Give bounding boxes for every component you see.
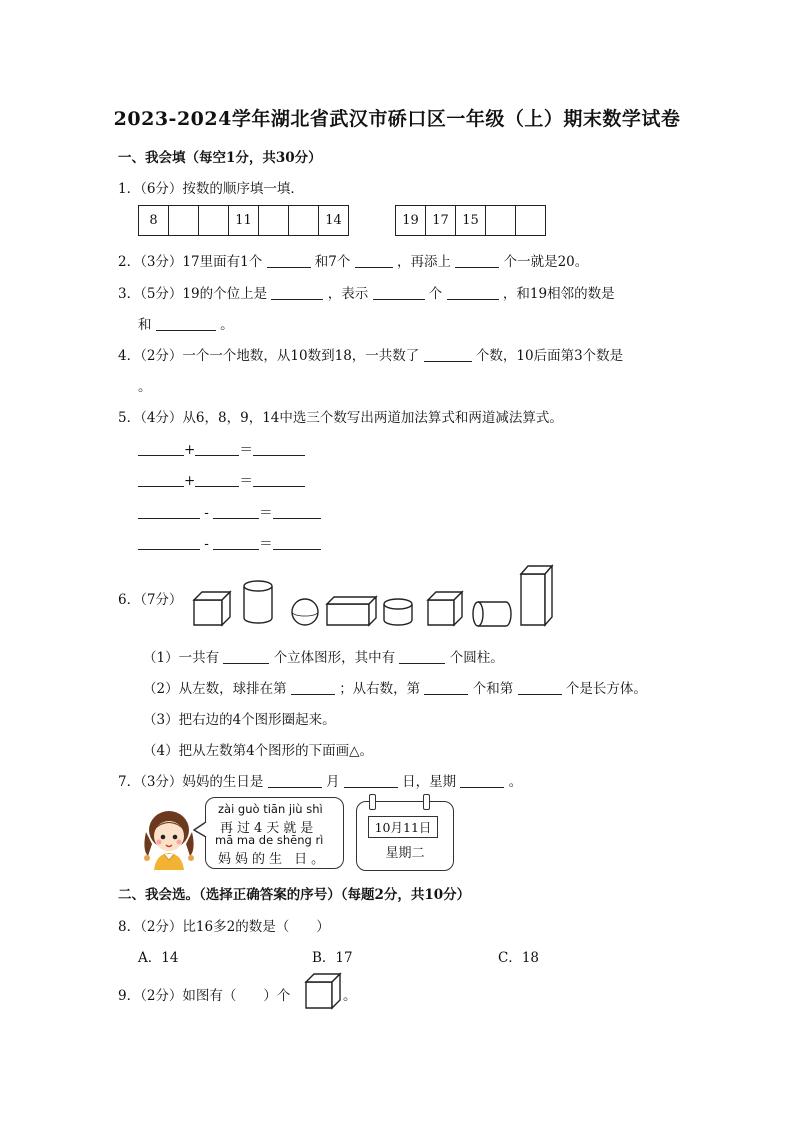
equals-sign: ＝ — [239, 473, 253, 489]
answer-blank[interactable] — [138, 472, 184, 487]
answer-blank[interactable] — [268, 773, 322, 788]
cylinder-shape — [384, 599, 412, 625]
answer-blank[interactable] — [460, 773, 504, 788]
q5-subtraction-1 — [138, 501, 321, 521]
q3-line2 — [138, 313, 234, 333]
answer-blank[interactable] — [138, 535, 200, 550]
q6-s2-text: 个是长方体。 — [565, 681, 647, 697]
plus-sign: + — [184, 473, 196, 489]
seq-cell[interactable] — [486, 206, 516, 235]
q7-line — [118, 770, 522, 790]
answer-blank[interactable] — [195, 441, 239, 456]
answer-blank[interactable] — [223, 649, 269, 664]
q4-text-b: 个数，10后面第3个数是 — [475, 348, 624, 364]
q2-line — [118, 250, 588, 270]
answer-blank[interactable] — [213, 535, 259, 550]
q1-text: 1．（6分）按数的顺序填一填． — [118, 181, 304, 197]
q6-sub2 — [143, 677, 647, 697]
q8-text: 8．（2分）比16多2的数是（ ） — [118, 919, 330, 935]
calendar-ring-icon — [423, 794, 430, 810]
answer-blank[interactable] — [138, 504, 200, 519]
answer-blank[interactable] — [373, 285, 425, 300]
calendar-weekday: 星期二 — [385, 846, 425, 861]
q9-line — [118, 984, 290, 1004]
seq-cell: 15 — [456, 206, 486, 235]
q6-s2-text: 个和第 — [472, 681, 514, 697]
q4-line2: 。 — [138, 379, 152, 395]
equals-sign: ＝ — [259, 505, 273, 521]
answer-blank[interactable] — [455, 253, 499, 268]
section2-heading: 二、我会选。（选择正确答案的序号）（每题2分，共10分） — [118, 887, 471, 903]
answer-blank[interactable] — [344, 773, 398, 788]
answer-blank[interactable] — [267, 253, 311, 268]
q2-text-b: 和7个 — [314, 254, 351, 270]
q3-text-a: 3．（5分）19的个位上是 — [118, 286, 268, 302]
seq-cell: 14 — [325, 213, 342, 228]
q3-text-f: 。 — [220, 317, 234, 333]
q3-text-e: 和 — [138, 317, 152, 333]
minus-sign: - — [204, 505, 209, 521]
calendar-date: 10月11日 — [368, 816, 438, 838]
q3-text-c: 个 — [428, 286, 443, 302]
solid-shapes-figure — [188, 562, 560, 630]
answer-blank[interactable] — [518, 680, 562, 695]
cuboid-shape — [521, 566, 552, 625]
bubble-line-1: 再过4天就是 — [220, 821, 318, 836]
q6-s1-text: （1）一共有 — [143, 650, 220, 666]
answer-blank[interactable] — [253, 441, 305, 456]
bubble-pinyin-2: mā ma de shēng rì — [215, 833, 324, 847]
q6-s1-text: 个圆柱。 — [449, 650, 504, 666]
bubble-line-2: 妈妈的生 日。 — [218, 852, 329, 867]
q3-text-d: ，和19相邻的数是 — [502, 286, 615, 302]
q2-text-c: ，再添上 — [396, 254, 451, 270]
seq-cell[interactable] — [289, 206, 319, 235]
answer-blank[interactable] — [213, 504, 259, 519]
q4-text-a: 4．（2分）一个一个地数，从10数到18，一共数了 — [118, 348, 420, 364]
seq-cell[interactable] — [199, 206, 229, 235]
answer-blank[interactable] — [355, 253, 393, 268]
bubble-pinyin-1: zài guò tiān jiù shì — [218, 802, 323, 816]
q8-option-c[interactable]: C．18 — [498, 950, 540, 966]
q6-sub3: （3）把右边的4个图形圈起来。 — [143, 712, 336, 728]
answer-blank[interactable] — [424, 680, 468, 695]
seq-cell[interactable] — [259, 206, 289, 235]
speech-bubble — [205, 797, 344, 869]
seq-cell: 17 — [426, 206, 456, 235]
cube-shape — [194, 592, 230, 625]
bubble-tail — [193, 820, 207, 840]
q3-text-b: ，表示 — [327, 286, 369, 302]
q8-option-a[interactable]: A．14 — [138, 950, 179, 966]
cube-icon — [304, 972, 342, 1010]
seq-cell: 11 — [229, 206, 259, 235]
answer-blank[interactable] — [138, 441, 184, 456]
q2-text-a: 2．（3分）17里面有1个 — [118, 254, 263, 270]
q5-addition-1 — [138, 438, 305, 458]
minus-sign: - — [204, 536, 209, 552]
q6-s1-text: 个立体图形，其中有 — [273, 650, 396, 666]
q1-sequence-row2 — [395, 205, 546, 236]
q3-line1 — [118, 282, 615, 302]
q7-text: 。 — [508, 774, 523, 790]
equals-sign: ＝ — [239, 442, 253, 458]
q6-sub1 — [143, 646, 504, 666]
calendar-ring-icon — [369, 794, 376, 810]
girl-illustration — [138, 806, 200, 870]
answer-blank[interactable] — [195, 472, 239, 487]
cube-shape — [428, 592, 462, 625]
answer-blank[interactable] — [253, 472, 305, 487]
cuboid-shape — [327, 597, 376, 625]
plus-sign: + — [184, 442, 196, 458]
seq-cell[interactable] — [516, 206, 545, 235]
q7-text: 日，星期 — [402, 774, 457, 790]
q2-text-d: 个一就是20。 — [503, 254, 589, 270]
q9-end: 。 — [343, 988, 357, 1004]
q7-text: 月 — [326, 774, 340, 790]
q6-s2-text: ；从右数，第 — [339, 681, 421, 697]
answer-blank[interactable] — [447, 285, 499, 300]
seq-cell[interactable] — [169, 206, 199, 235]
answer-blank[interactable] — [291, 680, 335, 695]
q9-text: 9．（2分）如图有（ ）个 — [118, 988, 291, 1004]
cylinder-shape — [473, 602, 511, 626]
answer-blank[interactable] — [273, 535, 321, 550]
answer-blank[interactable] — [424, 347, 472, 362]
sphere-shape — [292, 599, 318, 625]
q6-s2-text: （2）从左数，球排在第 — [143, 681, 287, 697]
q5-subtraction-2 — [138, 532, 321, 552]
answer-blank[interactable] — [271, 285, 323, 300]
q8-option-b[interactable]: B．17 — [312, 950, 353, 966]
q5-text: 5．（4分）从6，8，9，14中选三个数写出两道加法算式和两道减法算式。 — [118, 410, 563, 426]
q5-addition-2 — [138, 469, 305, 489]
q7-text: 7．（3分）妈妈的生日是 — [118, 774, 264, 790]
section1-heading: 一、我会填（每空1分，共30分） — [118, 150, 322, 166]
seq-cell: 8 — [139, 206, 169, 235]
answer-blank[interactable] — [399, 649, 445, 664]
equals-sign: ＝ — [259, 536, 273, 552]
answer-blank[interactable] — [273, 504, 321, 519]
q4-line1 — [118, 344, 623, 364]
q6-label: 6．（7分） — [118, 592, 183, 608]
calendar-card — [356, 801, 454, 871]
cylinder-shape — [244, 581, 272, 623]
page-title: 2023-2024学年湖北省武汉市硚口区一年级（上）期末数学试卷 — [113, 108, 681, 130]
answer-blank[interactable] — [156, 316, 216, 331]
seq-cell: 19 — [396, 206, 426, 235]
q6-sub4: （4）把从左数第4个图形的下面画△。 — [143, 743, 374, 759]
q1-sequence-row1 — [138, 205, 349, 236]
